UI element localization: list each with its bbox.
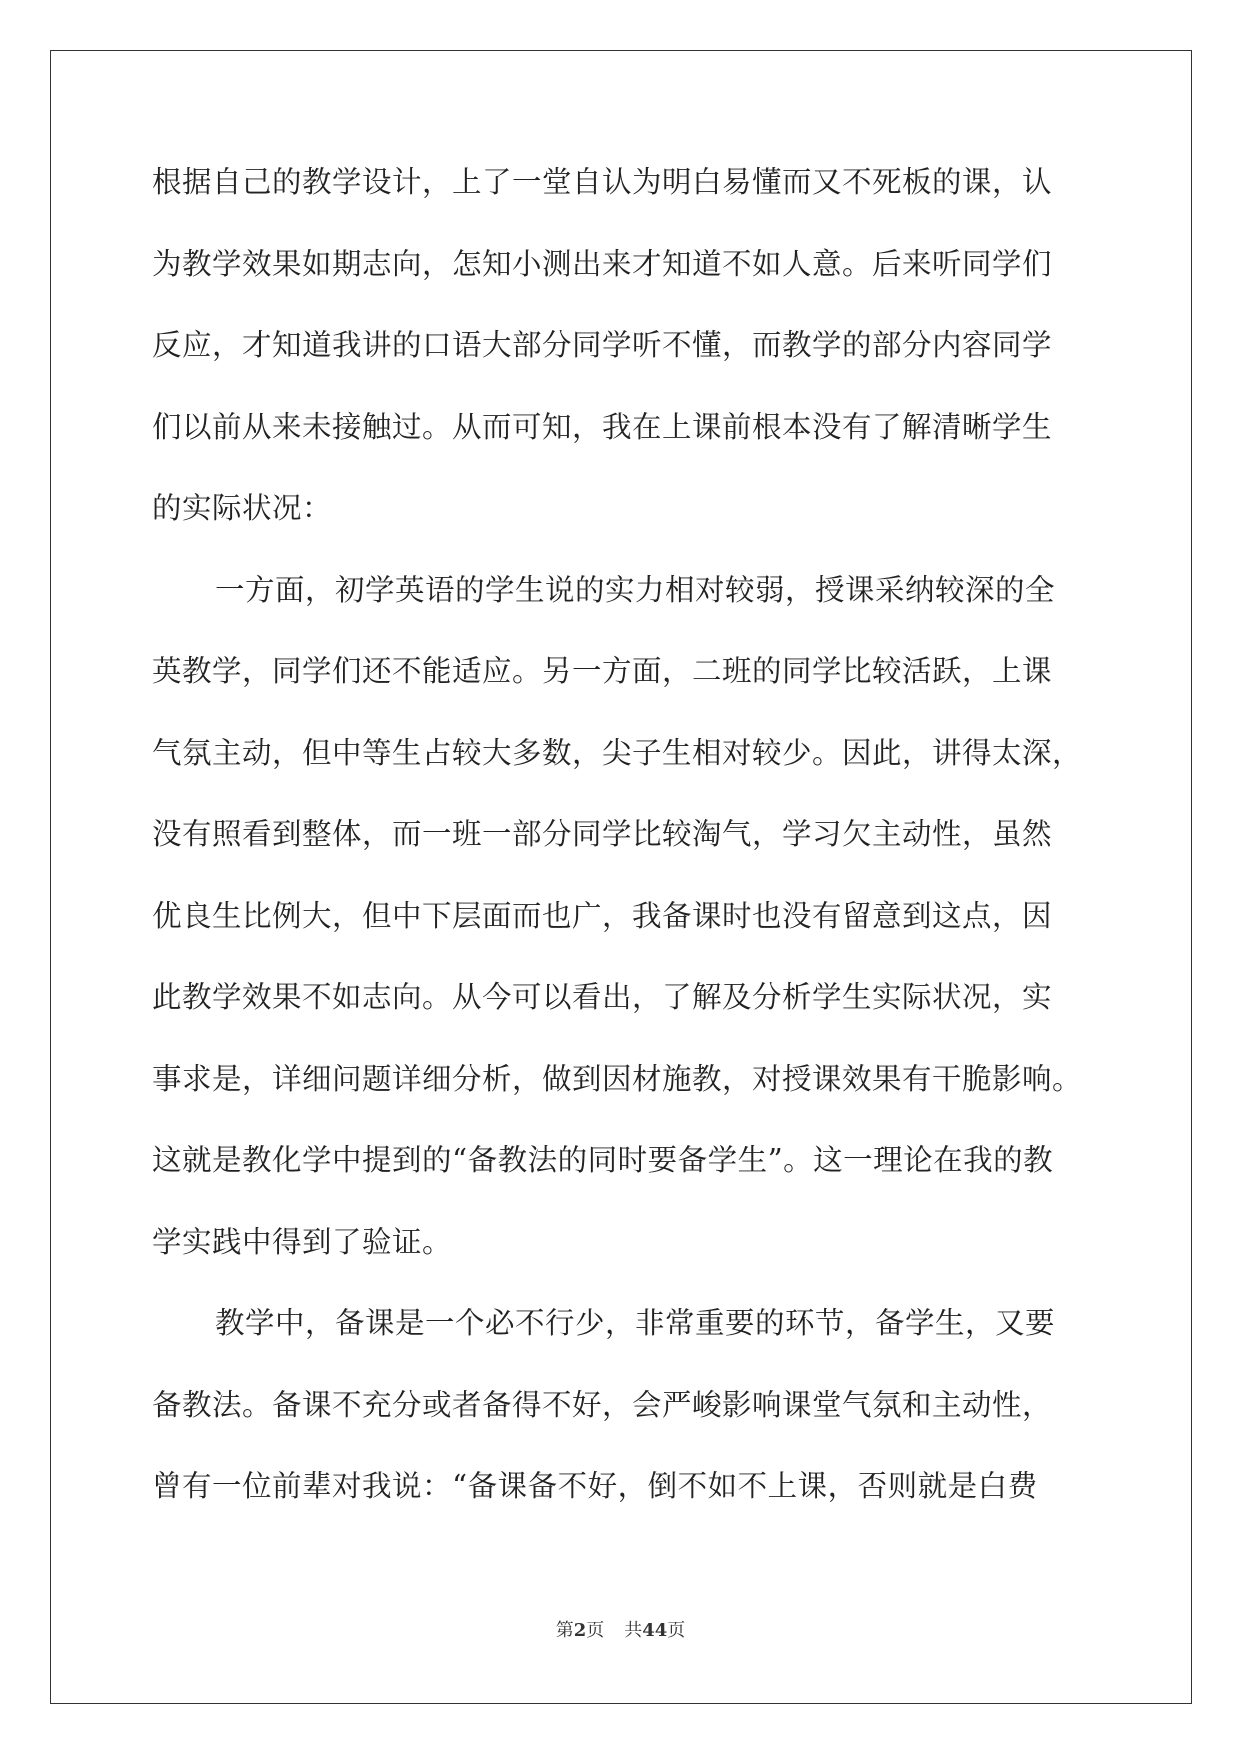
text-line-2: 为教学效果如期志向，怎知小测出来才知道不如人意。后来听同学们 <box>152 246 1053 281</box>
total-prefix: 共 <box>624 1620 643 1641</box>
text-line-13: 这就是教化学中提到的“备教法的同时要备学生”。这一理论在我的教 <box>152 1143 1054 1177</box>
text-line-5: 的实际状况： <box>152 491 333 525</box>
text-line-15: 教学中，备课是一个必不行少，非常重要的环节，备学生，又要 <box>215 1306 1056 1340</box>
text-line-11: 此教学效果不如志向。从今可以看出，了解及分析学生实际状况，实 <box>152 980 1053 1014</box>
text-line-4: 们以前从来未接触过。从而可知，我在上课前根本没有了解清晰学生 <box>152 409 1053 444</box>
text-line-14: 学实践中得到了验证。 <box>152 1224 453 1259</box>
page-prefix: 第 <box>555 1620 574 1641</box>
text-line-16: 备教法。备课不充分或者备得不好，会严峻影响课堂气氛和主动性， <box>152 1387 1053 1422</box>
text-line-8: 气氛主动，但中等生占较大多数，尖子生相对较少。因此，讲得太深， <box>152 735 1083 770</box>
page-suffix: 页 <box>586 1620 605 1641</box>
text-line-7: 英教学，同学们还不能适应。另一方面，二班的同学比较活跃，上课 <box>152 654 1053 688</box>
page-footer <box>0 1619 1241 1643</box>
text-line-17: 曾有一位前辈对我说：“备课备不好，倒不如不上课，否则就是白费 <box>152 1469 1038 1503</box>
text-line-1: 根据自己的教学设计，上了一堂自认为明白易懂而又不死板的课，认 <box>152 165 1053 199</box>
text-line-12: 事求是，详细问题详细分析，做到因材施教，对授课效果有干脆影响。 <box>152 1061 1083 1096</box>
total-suffix: 页 <box>667 1620 686 1641</box>
text-line-6: 一方面，初学英语的学生说的实力相对较弱，授课采纳较深的全 <box>215 572 1056 607</box>
page-number: 2 <box>573 1620 587 1641</box>
text-line-9: 没有照看到整体，而一班一部分同学比较淘气，学习欠主动性，虽然 <box>152 817 1053 851</box>
text-line-10: 优良生比例大，但中下层面而也广，我备课时也没有留意到这点，因 <box>152 898 1053 933</box>
total-pages: 44 <box>642 1620 668 1641</box>
body-text <box>152 163 1097 1549</box>
text-line-3: 反应，才知道我讲的口语大部分同学听不懂，而教学的部分内容同学 <box>152 328 1053 362</box>
